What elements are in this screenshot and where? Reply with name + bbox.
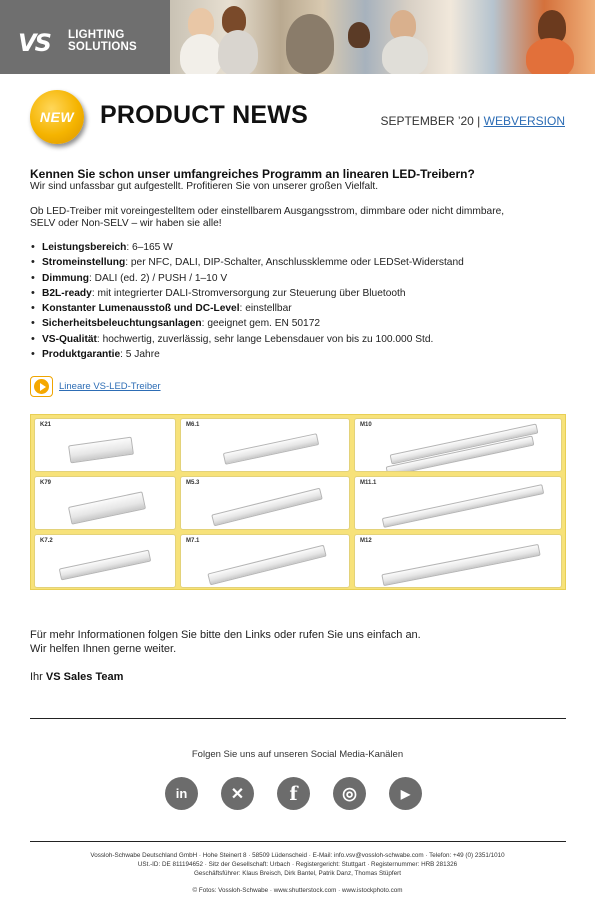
- product-tile-k7-2[interactable]: [34, 534, 176, 588]
- play-icon[interactable]: [30, 376, 53, 397]
- product-tile-m12[interactable]: [354, 534, 562, 588]
- feature-item: [30, 347, 570, 362]
- newsletter-title: PRODUCT NEWS: [100, 101, 308, 129]
- instagram-glyph: ◎: [342, 783, 357, 803]
- vs-logo-text: [68, 29, 137, 53]
- product-label: M10: [360, 422, 372, 428]
- issue-date: SEPTEMBER ’20: [380, 114, 474, 128]
- intro-paragraph-line-1: Ob LED-Treiber mit voreingestelltem oder einstellbarem Ausgangsstrom, dimmbare oder nicht dimmbare,: [30, 206, 505, 217]
- feature-label: Konstanter Lumenausstoß und DC-Level: [42, 303, 240, 315]
- feature-label: VS-Qualität: [42, 333, 97, 345]
- closing-line-1: Für mehr Informationen folgen Sie bitte den Links oder rufen Sie uns einfach an.: [30, 629, 421, 641]
- email-header: [0, 0, 595, 74]
- feature-item: [30, 301, 570, 316]
- issue-date-line: [380, 114, 565, 128]
- feature-item: [30, 286, 570, 301]
- date-separator: |: [473, 114, 484, 128]
- intro-headline: Kennen Sie schon unser umfangreiches Programm an linearen LED-Treibern?: [30, 167, 475, 181]
- product-tile-m5-3[interactable]: [180, 476, 350, 530]
- feature-label: Stromeinstellung: [42, 257, 126, 269]
- new-badge-label: NEW: [39, 109, 75, 125]
- signoff-prefix: Ihr: [30, 671, 46, 683]
- logo-line-1: LIGHTING: [68, 29, 125, 41]
- xing-glyph: ✕: [230, 785, 245, 803]
- feature-label: Produktgarantie: [42, 349, 121, 361]
- product-label: K21: [40, 422, 52, 428]
- product-tile-m11-1[interactable]: [354, 476, 562, 530]
- feature-label: B2L-ready: [42, 287, 92, 299]
- closing-text: [30, 628, 570, 656]
- office-photo: [286, 14, 334, 74]
- led-driver-image: [382, 484, 544, 528]
- header-photo-banner: [170, 0, 595, 74]
- intro-paragraph-line-2: SELV oder Non-SELV – wir haben sie alle!: [30, 218, 222, 229]
- logo-line-2: SOLUTIONS: [68, 41, 137, 53]
- feature-text: : geeignet gem. EN 50172: [201, 318, 321, 330]
- led-driver-image: [211, 488, 323, 527]
- feature-item: [30, 316, 570, 331]
- closing-line-2: Wir helfen Ihnen gerne weiter.: [30, 643, 177, 655]
- person-photo: [526, 38, 574, 74]
- product-tile-k21[interactable]: [34, 418, 176, 472]
- product-label: M6.1: [186, 422, 200, 428]
- footer-line-2: USt.-ID: DE 811194652 · Sitz der Gesellschaft: Urbach · Registergericht: Stuttgart · Registernummer: HRB 281326: [137, 861, 458, 869]
- xing-icon[interactable]: [221, 777, 254, 810]
- divider: [30, 841, 566, 842]
- feature-item: [30, 255, 570, 270]
- product-label: K79: [40, 480, 52, 486]
- intro-subline: Wir sind unfassbar gut aufgestellt. Profitieren Sie von unserer großen Vielfalt.: [30, 181, 379, 192]
- youtube-icon[interactable]: [389, 777, 422, 810]
- linear-drivers-link-row[interactable]: [30, 376, 161, 397]
- product-tile-m7-1[interactable]: [180, 534, 350, 588]
- person-photo: [348, 22, 370, 48]
- feature-item: [30, 240, 570, 255]
- signoff: [30, 671, 123, 683]
- feature-text: : DALI (ed. 2) / PUSH / 1–10 V: [88, 272, 228, 284]
- product-tile-m6-1[interactable]: [180, 418, 350, 472]
- feature-item: [30, 271, 570, 286]
- linear-drivers-link[interactable]: Lineare VS-LED-Treiber: [59, 381, 161, 392]
- product-label: M12: [360, 538, 372, 544]
- person-photo: [382, 36, 428, 74]
- product-label: M7.1: [186, 538, 200, 544]
- product-label: M5.3: [186, 480, 200, 486]
- feature-label: Leistungsbereich: [42, 242, 127, 253]
- feature-text: : per NFC, DALI, DIP-Schalter, Anschlussklemme oder LEDSet-Widerstand: [125, 257, 464, 269]
- footer-line-3: Geschäftsführer: Klaus Breisch, Dirk Bantel, Patrik Danz, Thomas Stüpfert: [193, 870, 402, 878]
- person-photo: [218, 30, 258, 74]
- instagram-icon[interactable]: [333, 777, 366, 810]
- led-driver-image: [68, 437, 134, 464]
- facebook-glyph: f: [289, 782, 298, 805]
- feature-item: [30, 332, 570, 347]
- vs-logo-mark: VS: [18, 29, 50, 57]
- feature-label: Dimmung: [42, 272, 89, 284]
- feature-list: [30, 240, 570, 362]
- led-driver-image: [68, 491, 146, 524]
- feature-text: : 6–165 W: [126, 242, 173, 253]
- social-icons: [165, 777, 422, 810]
- feature-text: : mit integrierter DALI-Stromversorgung zur Steuerung über Bluetooth: [91, 287, 406, 299]
- new-badge: [30, 90, 84, 144]
- product-grid: [30, 414, 566, 590]
- divider: [30, 718, 566, 719]
- feature-text: : 5 Jahre: [120, 349, 160, 361]
- footer-line-1: Vossloh-Schwabe Deutschland GmbH · Hohe Steinert 8 · 58509 Lüdenscheid · E-Mail: info.vsv@vossloh-schwabe.com · Telefon: +49 (0) 2351/1010: [90, 852, 505, 859]
- legal-footer: [0, 851, 595, 879]
- youtube-glyph: ▶: [400, 786, 411, 801]
- led-driver-image: [59, 550, 151, 581]
- product-label: K7.2: [40, 538, 53, 544]
- feature-label: Sicherheitsbeleuchtungsanlagen: [42, 318, 202, 330]
- photo-credit: © Fotos: Vossloh-Schwabe · www.shutterstock.com · www.istockphoto.com: [192, 887, 403, 894]
- linkedin-icon[interactable]: [165, 777, 198, 810]
- feature-text: : einstellbar: [239, 303, 292, 315]
- led-driver-image: [223, 433, 319, 465]
- signoff-team: VS Sales Team: [45, 671, 124, 683]
- social-title: Folgen Sie uns auf unseren Social Media-Kanälen: [191, 749, 404, 760]
- product-label: M11.1: [360, 480, 377, 486]
- product-tile-m10[interactable]: [354, 418, 562, 472]
- product-tile-k79[interactable]: [34, 476, 176, 530]
- webversion-link[interactable]: WEBVERSION: [483, 114, 565, 128]
- vs-logo[interactable]: [0, 0, 170, 74]
- feature-text: : hochwertig, zuverlässig, sehr lange Lebensdauer von bis zu 100.000 Std.: [96, 333, 434, 345]
- linkedin-glyph: in: [175, 786, 188, 801]
- person-photo: [180, 34, 222, 74]
- facebook-icon[interactable]: [277, 777, 310, 810]
- led-driver-image: [381, 544, 540, 586]
- led-driver-image: [207, 545, 326, 586]
